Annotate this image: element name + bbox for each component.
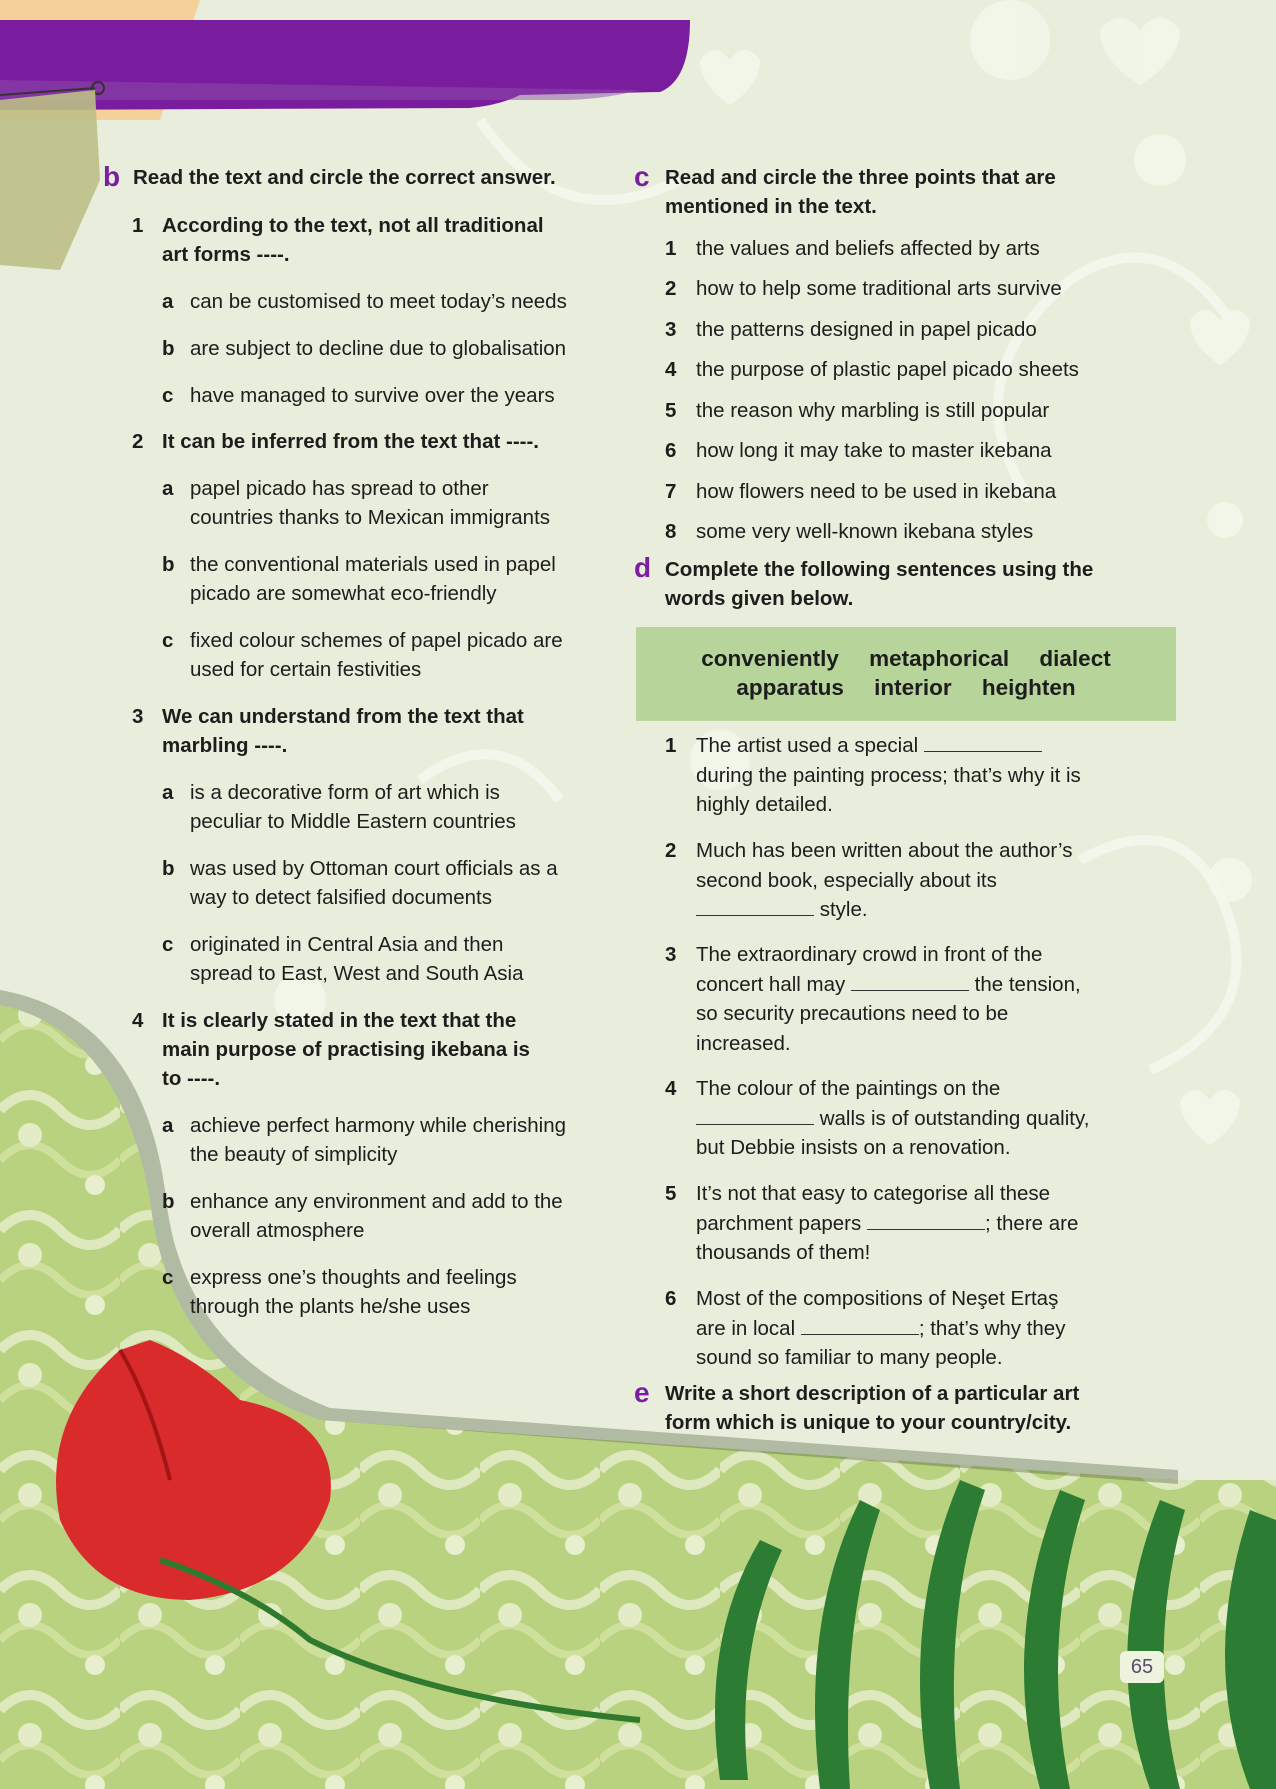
question-text: main purpose of practising ikebana is xyxy=(162,1038,530,1061)
item-number: 6 xyxy=(665,439,677,462)
option-text[interactable]: peculiar to Middle Eastern countries xyxy=(190,810,516,833)
sentence-text: concert hall may xyxy=(696,972,846,996)
item-number: 8 xyxy=(665,520,677,543)
option-letter[interactable]: b xyxy=(162,1190,175,1213)
option-text[interactable]: the beauty of simplicity xyxy=(190,1143,398,1166)
item-number: 5 xyxy=(665,1182,677,1205)
option-text[interactable]: was used by Ottoman court officials as a xyxy=(190,857,558,880)
section-e-letter: e xyxy=(634,1377,650,1408)
word-metaphorical: metaphorical xyxy=(869,646,1010,671)
item-number: 6 xyxy=(665,1287,677,1310)
sentence-text: so security precautions need to be xyxy=(696,1002,1009,1025)
item-number: 3 xyxy=(665,943,677,966)
word-bank xyxy=(636,627,1176,721)
question-text: art forms ----. xyxy=(162,243,290,266)
word-heighten: heighten xyxy=(981,675,1076,700)
word-interior: interior xyxy=(874,675,952,700)
sentence-text: ; there are xyxy=(984,1211,1079,1235)
section-c-title: mentioned in the text. xyxy=(665,195,877,218)
option-text[interactable]: achieve perfect harmony while cherishing xyxy=(190,1114,567,1137)
item-number: 1 xyxy=(665,734,677,757)
question-text: marbling ----. xyxy=(162,734,288,757)
option-text[interactable]: is a decorative form of art which is xyxy=(190,781,500,804)
sentence-text: thousands of them! xyxy=(696,1241,871,1264)
sentence-text: but Debbie insists on a renovation. xyxy=(696,1136,1011,1159)
sentence-text: Most of the compositions of Neşet Ertaş xyxy=(696,1287,1059,1310)
section-c-title: Read and circle the three points that are xyxy=(665,166,1056,189)
question-number: 2 xyxy=(132,430,144,453)
option-text[interactable]: countries thanks to Mexican immigrants xyxy=(190,506,551,529)
item-text: how flowers need to be used in ikebana xyxy=(696,480,1057,503)
sentence-text: are in local xyxy=(696,1316,796,1340)
sentence-text: It’s not that easy to categorise all these xyxy=(696,1182,1051,1205)
item-text: some very well-known ikebana styles xyxy=(696,520,1034,543)
option-text[interactable]: fixed colour schemes of papel picado are xyxy=(190,629,563,652)
answer-blank[interactable] xyxy=(696,1106,814,1125)
item-number: 3 xyxy=(665,318,677,341)
option-letter[interactable]: a xyxy=(162,1114,174,1137)
section-d-title: Complete the following sentences using the xyxy=(665,558,1094,581)
answer-blank[interactable] xyxy=(851,972,969,991)
option-text[interactable]: spread to East, West and South Asia xyxy=(190,962,524,985)
question-text: It can be inferred from the text that ----. xyxy=(162,430,539,453)
option-text[interactable]: used for certain festivities xyxy=(190,658,422,681)
item-text: how long it may take to master ikebana xyxy=(696,439,1052,462)
item-text: the purpose of plastic papel picado sheets xyxy=(696,358,1079,381)
item-number: 2 xyxy=(665,839,677,862)
sentence-text: style. xyxy=(819,898,868,921)
option-text[interactable]: can be customised to meet today’s needs xyxy=(190,290,567,313)
item-number: 1 xyxy=(665,237,677,260)
option-letter[interactable]: b xyxy=(162,553,175,576)
sentence-text: increased. xyxy=(696,1031,791,1055)
question-number: 4 xyxy=(132,1009,144,1032)
page-number: 65 xyxy=(1120,1651,1164,1683)
option-text[interactable]: picado are somewhat eco-friendly xyxy=(190,582,497,605)
item-text: the patterns designed in papel picado xyxy=(696,318,1037,341)
word-conveniently: conveniently xyxy=(701,646,839,671)
answer-blank[interactable] xyxy=(696,897,814,916)
section-e-title: form which is unique to your country/city. xyxy=(665,1411,1072,1434)
item-text: the reason why marbling is still popular xyxy=(696,399,1050,422)
section-d-title: words given below. xyxy=(665,587,854,610)
item-number: 2 xyxy=(665,277,677,300)
sentence-text: sound so familiar to many people. xyxy=(696,1346,1003,1369)
item-number: 7 xyxy=(665,480,677,503)
section-c-letter: c xyxy=(634,161,650,192)
answer-blank[interactable] xyxy=(801,1316,919,1335)
option-text[interactable]: overall atmosphere xyxy=(190,1219,365,1242)
section-d-letter: d xyxy=(634,552,652,583)
section-e-title: Write a short description of a particular art xyxy=(665,1382,1080,1405)
option-text[interactable]: originated in Central Asia and then xyxy=(190,933,504,956)
sentence-text: highly detailed. xyxy=(696,793,833,816)
question-number: 3 xyxy=(132,705,144,728)
option-letter[interactable]: c xyxy=(162,384,174,407)
sentence-text: The artist used a special xyxy=(696,734,919,757)
option-text[interactable]: have managed to survive over the years xyxy=(190,384,555,407)
item-number: 4 xyxy=(665,1077,677,1100)
option-text[interactable]: papel picado has spread to other xyxy=(190,477,489,500)
section-b-letter: b xyxy=(103,161,121,192)
question-number: 1 xyxy=(132,214,144,237)
option-letter[interactable]: c xyxy=(162,933,174,956)
question-text: According to the text, not all traditional xyxy=(162,214,544,237)
item-number: 4 xyxy=(665,358,677,381)
section-b-title: Read the text and circle the correct answer. xyxy=(133,166,556,189)
question-text: We can understand from the text that xyxy=(162,705,524,728)
word-apparatus: apparatus xyxy=(736,675,844,700)
option-letter[interactable]: b xyxy=(162,337,175,360)
sentence-text: The extraordinary crowd in front of the xyxy=(696,943,1043,966)
sentence-text: parchment papers xyxy=(696,1211,862,1235)
option-letter[interactable]: c xyxy=(162,629,174,652)
option-letter[interactable]: a xyxy=(162,290,174,313)
item-number: 5 xyxy=(665,399,677,422)
question-text: It is clearly stated in the text that the xyxy=(162,1009,517,1032)
option-letter[interactable]: a xyxy=(162,781,174,804)
question-text: to ----. xyxy=(162,1067,221,1090)
answer-blank[interactable] xyxy=(924,733,1042,752)
sentence-text: The colour of the paintings on the xyxy=(696,1077,1001,1100)
sentence-text: Much has been written about the author’s xyxy=(696,839,1073,862)
sentence-text: second book, especially about its xyxy=(696,868,997,892)
answer-blank[interactable] xyxy=(867,1211,985,1230)
sentence-text: walls is of outstanding quality, xyxy=(819,1106,1090,1130)
option-text[interactable]: through the plants he/she uses xyxy=(190,1295,471,1318)
option-letter[interactable]: b xyxy=(162,857,175,880)
sentence-text: during the painting process; that’s why it is xyxy=(696,763,1081,787)
option-text[interactable]: enhance any environment and add to the xyxy=(190,1190,563,1213)
option-letter[interactable]: c xyxy=(162,1266,174,1289)
sentence-text: the tension, xyxy=(974,972,1081,996)
option-letter[interactable]: a xyxy=(162,477,174,500)
item-text: the values and beliefs affected by arts xyxy=(696,237,1040,260)
option-text[interactable]: express one’s thoughts and feelings xyxy=(190,1266,517,1289)
option-text[interactable]: way to detect falsified documents xyxy=(190,886,492,909)
option-text[interactable]: are subject to decline due to globalisation xyxy=(190,337,567,360)
item-text: how to help some traditional arts survive xyxy=(696,277,1062,300)
word-dialect: dialect xyxy=(1039,646,1111,671)
option-text[interactable]: the conventional materials used in papel xyxy=(190,553,556,576)
sentence-text: ; that’s why they xyxy=(918,1316,1066,1340)
